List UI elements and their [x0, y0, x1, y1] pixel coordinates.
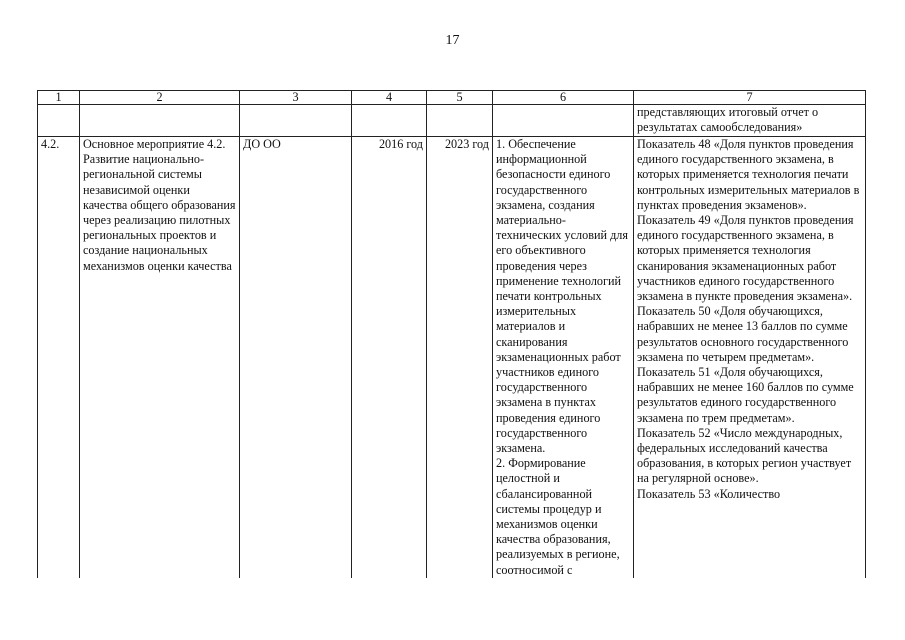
- column-header: 1: [38, 91, 80, 105]
- table-cell: [80, 105, 240, 137]
- column-header: 3: [240, 91, 352, 105]
- page-number: 17: [445, 33, 460, 48]
- activity-name: Основное мероприятие 4.2. Развитие национально-региональной системы независимой оценки качества общего образования через реализацию пилотных региональных проектов и создание национальных механизмов оценки качества: [80, 137, 240, 578]
- row-number: 4.2.: [38, 137, 80, 578]
- column-number-row: [38, 91, 866, 105]
- table-cell: [240, 105, 352, 137]
- indicator-item: Показатель 51 «Доля обучающихся, набравших не менее 160 баллов по сумме результатов единого государственного экзамена по трем предметам».: [637, 365, 854, 425]
- executor: ДО ОО: [240, 137, 352, 578]
- indicators-cell: [634, 137, 866, 578]
- indicator-item: Показатель 52 «Число международных, федеральных исследований качества образования, в которых регион участвует на регулярной основе».: [637, 425, 852, 486]
- program-activities-table: [37, 90, 866, 578]
- end-year: 2023 год: [427, 137, 493, 578]
- direction-item: 2. Формирование целостной и сбалансированной системы процедур и механизмов оценки качества образования, реализуемых в регионе, соотносимой с: [496, 456, 620, 577]
- column-header: 7: [634, 91, 866, 105]
- table-cell: [352, 105, 427, 137]
- table-cell: [427, 105, 493, 137]
- table-cell: [38, 105, 80, 137]
- indicator-item: Показатель 48 «Доля пунктов проведения единого государственного экзамена, в которых применяется технология печати контрольных измерительных материалов в пунктах проведения экзаменов».: [637, 137, 860, 212]
- column-header: 4: [352, 91, 427, 105]
- table-cell: [493, 105, 634, 137]
- directions-cell: [493, 137, 634, 578]
- column-header: 2: [80, 91, 240, 105]
- indicator-item: Показатель 49 «Доля пунктов проведения единого государственного экзамена, в которых применяется технология сканирования экзаменационных работ участников единого государственного экзамена в пункте проведения экзамена».: [637, 213, 854, 304]
- table-row: [38, 137, 866, 578]
- direction-item: 1. Обеспечение информационной безопасности единого государственного экзамена, создания материально-технических условий для его объективного проведения через применение технологий печати контрольных измерительных материалов и сканирования экзаменационных работ участников единого государственного экзамена в пунктах проведения единого государственного экзамена.: [496, 137, 628, 456]
- column-header: 6: [493, 91, 634, 105]
- indicator-item: Показатель 50 «Доля обучающихся, набравших не менее 13 баллов по сумме результатов основного государственного экзамена по четырем предметам».: [637, 304, 849, 364]
- table-row: [38, 105, 866, 137]
- indicator-item: Показатель 53 «Количество: [637, 486, 781, 501]
- column-header: 5: [427, 91, 493, 105]
- start-year: 2016 год: [352, 137, 427, 578]
- indicator-continuation: представляющих итоговый отчет о результатах самообследования»: [634, 105, 866, 137]
